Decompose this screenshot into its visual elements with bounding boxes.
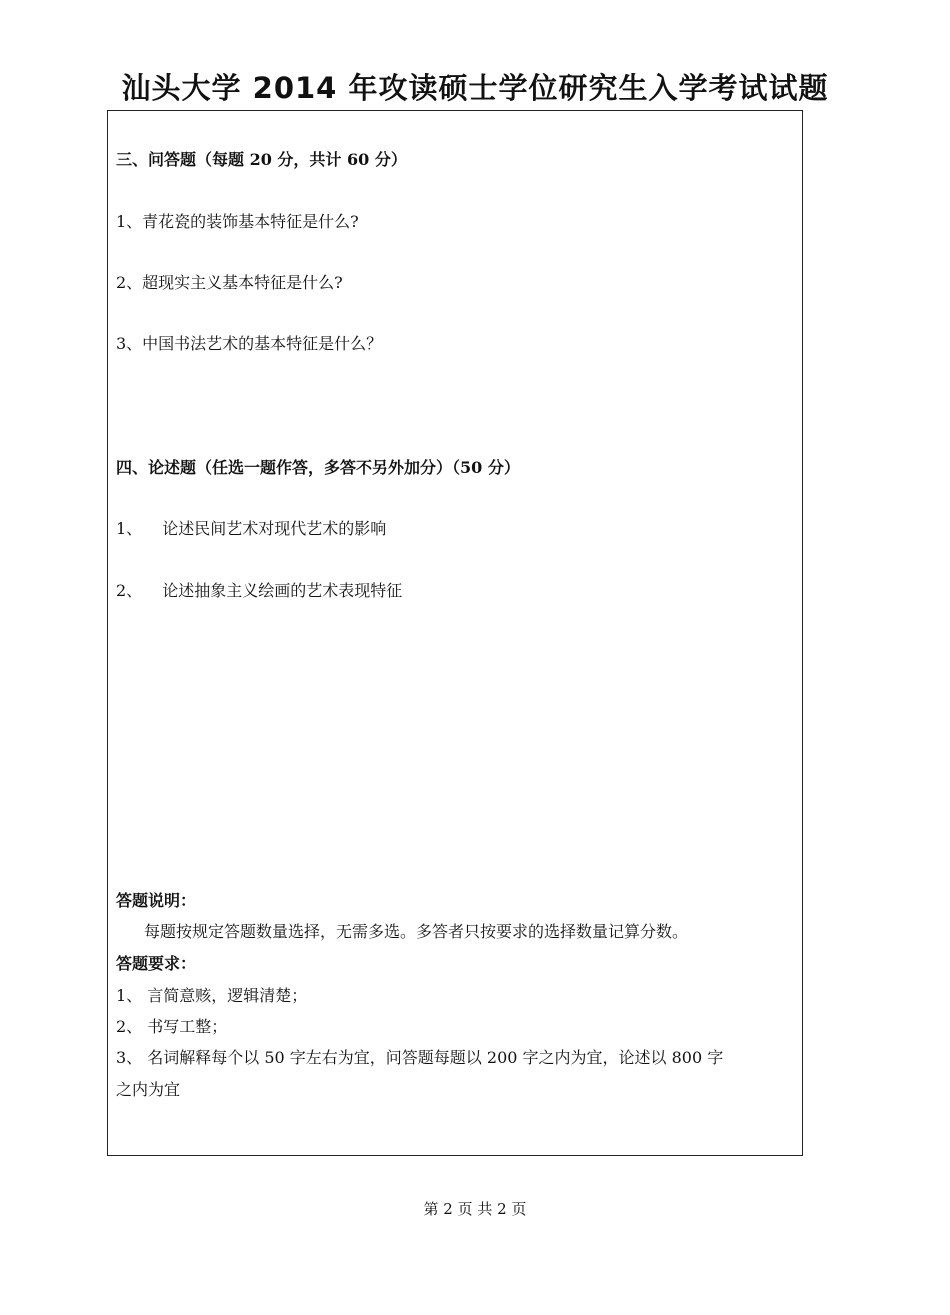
question-text: 论述抽象主义绘画的艺术表现特征 xyxy=(162,581,403,600)
section-three-heading: 三、问答题（每题 20 分，共计 60 分） xyxy=(116,150,407,169)
question-text: 论述民间艺术对现代艺术的影响 xyxy=(162,519,387,538)
section-four-question-2 xyxy=(116,581,402,601)
question-number: 2、 xyxy=(116,581,143,600)
page-number: 第 2 页 共 2 页 xyxy=(423,1200,527,1218)
requirement-item-3: 3、 名词解释每个以 50 字左右为宜，问答题每题以 200 字之内为宜，论述以 800 字 xyxy=(116,1048,724,1067)
requirement-item-1: 1、 言简意赅，逻辑清楚； xyxy=(116,986,308,1005)
section-three-question-1: 1、青花瓷的装饰基本特征是什么? xyxy=(116,212,359,231)
requirement-item-2: 2、 书写工整； xyxy=(116,1017,228,1036)
instructions-text: 每题按规定答题数量选择，无需多选。多答者只按要求的选择数量记算分数。 xyxy=(144,922,689,941)
page-title: 汕头大学 2014 年攻读硕士学位研究生入学考试试题 xyxy=(121,71,829,105)
question-number: 1、 xyxy=(116,519,143,538)
section-three-question-3: 3、中国书法艺术的基本特征是什么？ xyxy=(116,334,383,353)
section-four-question-1 xyxy=(116,519,386,539)
requirements-heading: 答题要求： xyxy=(116,954,197,973)
requirement-item-3-continuation: 之内为宜 xyxy=(116,1080,181,1099)
instructions-heading: 答题说明： xyxy=(116,891,197,910)
section-three-question-2: 2、超现实主义基本特征是什么? xyxy=(116,273,343,292)
section-four-heading: 四、论述题（任选一题作答，多答不另外加分）（50 分） xyxy=(116,458,520,477)
